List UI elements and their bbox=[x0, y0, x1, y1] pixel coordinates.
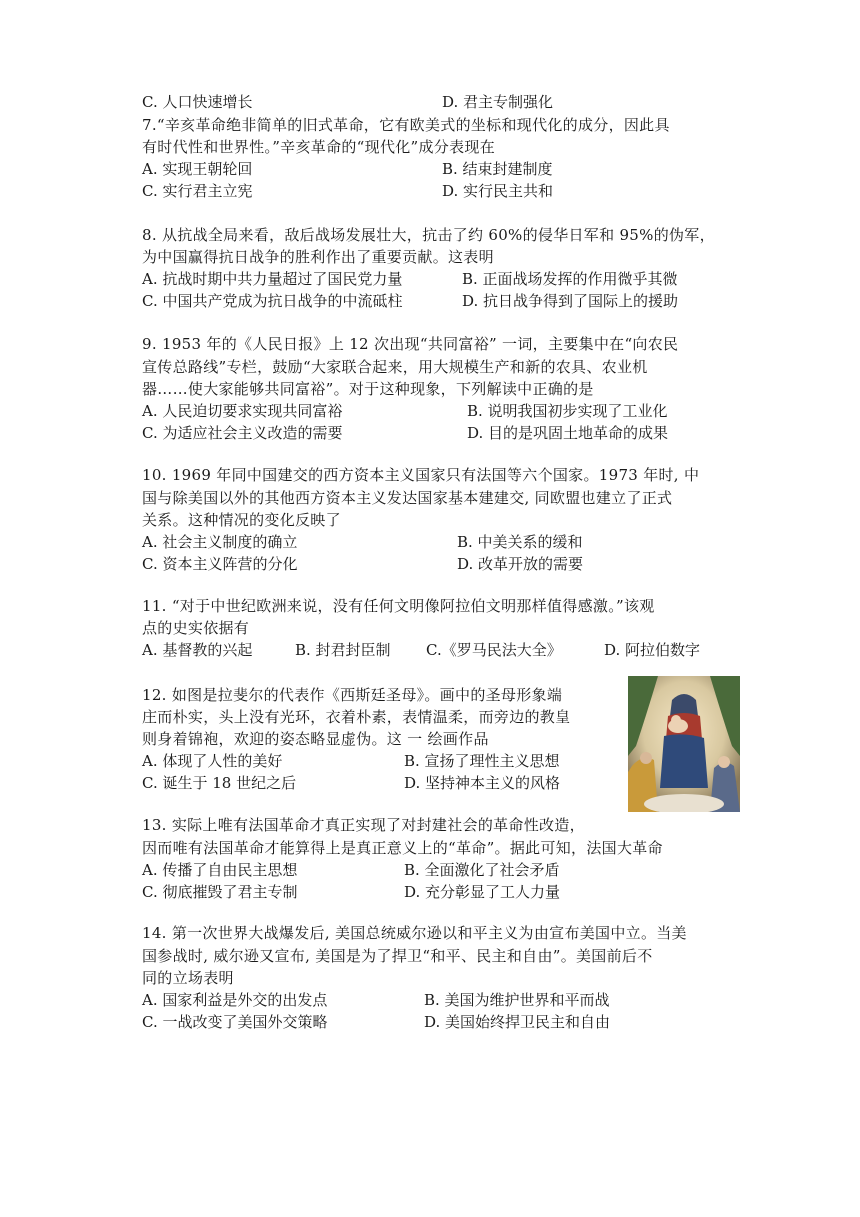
prev-question-options-cd bbox=[142, 91, 742, 113]
q11-option-c: C.《罗马民法大全》 bbox=[426, 641, 562, 659]
q13-options-cd bbox=[142, 881, 742, 903]
q12-stem-line-1: 12. 如图是拉斐尔的代表作《西斯廷圣母》。画中的圣母形象端 bbox=[142, 686, 563, 704]
q12-option-c: C. 诞生于 18 世纪之后 bbox=[142, 774, 297, 792]
q7-stem-line-2: 有时代性和世界性。”辛亥革命的“现代化”成分表现在 bbox=[142, 138, 496, 156]
q12-option-b: B. 宣扬了理性主义思想 bbox=[404, 752, 560, 770]
q7-stem-line-1: 7.“辛亥革命绝非简单的旧式革命，它有欧美式的坐标和现代化的成分，因此具 bbox=[142, 116, 670, 134]
q8-option-d: D. 抗日战争得到了国际上的援助 bbox=[462, 292, 679, 310]
q14-stem-line-2: 国参战时, 威尔逊又宣布, 美国是为了捍卫“和平、民主和自由”。美国前后不 bbox=[142, 947, 653, 965]
q13-stem-line-2: 因而唯有法国革命才能算得上是真正意义上的“革命”。据此可知，法国大革命 bbox=[142, 839, 663, 857]
option-c: C. 人口快速增长 bbox=[142, 93, 253, 111]
q13-option-d: D. 充分彰显了工人力量 bbox=[404, 883, 561, 901]
q11-stem-line-2: 点的史实依据有 bbox=[142, 619, 250, 637]
q13-option-a: A. 传播了自由民主思想 bbox=[142, 861, 298, 879]
q8-option-a: A. 抗战时期中共力量超过了国民党力量 bbox=[142, 270, 403, 288]
q13-option-b: B. 全面激化了社会矛盾 bbox=[404, 861, 560, 879]
q9-option-d: D. 目的是巩固土地革命的成果 bbox=[467, 424, 669, 442]
q12-stem-line-2: 庄而朴实，头上没有光环，衣着朴素，表情温柔，而旁边的教皇 bbox=[142, 708, 571, 726]
q9-option-b: B. 说明我国初步实现了工业化 bbox=[467, 402, 668, 420]
q10-stem-line-2: 国与除美国以外的其他西方资本主义发达国家基本建建交, 同欧盟也建立了正式 bbox=[142, 489, 673, 507]
painting-graphic bbox=[628, 676, 740, 812]
q14-option-b: B. 美国为维护世界和平而战 bbox=[424, 991, 610, 1009]
q8-options-ab bbox=[142, 268, 742, 290]
q10-option-a: A. 社会主义制度的确立 bbox=[142, 533, 298, 551]
option-d: D. 君主专制强化 bbox=[442, 93, 554, 111]
q11-stem-line-1: 11. “对于中世纪欧洲来说，没有任何文明像阿拉伯文明那样值得感激。”该观 bbox=[142, 597, 655, 615]
q9-options-cd bbox=[142, 422, 742, 444]
q10-stem-line-1: 10. 1969 年同中国建交的西方资本主义国家只有法国等六个国家。1973 年时, 中 bbox=[142, 466, 700, 484]
q10-option-b: B. 中美关系的缓和 bbox=[457, 533, 583, 551]
q10-option-d: D. 改革开放的需要 bbox=[457, 555, 584, 573]
q12-option-a: A. 体现了人性的美好 bbox=[142, 752, 283, 770]
q11-options bbox=[142, 639, 742, 661]
q13-stem-line-1: 13. 实际上唯有法国革命才真正实现了对封建社会的革命性改造， bbox=[142, 816, 585, 834]
q7-option-d: D. 实行民主共和 bbox=[442, 182, 554, 200]
q14-stem-line-1: 14. 第一次世界大战爆发后, 美国总统威尔逊以和平主义为由宣布美国中立。当美 bbox=[142, 924, 687, 942]
q7-option-b: B. 结束封建制度 bbox=[442, 160, 553, 178]
q8-stem-line-2: 为中国赢得抗日战争的胜利作出了重要贡献。这表明 bbox=[142, 248, 494, 266]
q8-stem-line-1: 8. 从抗战全局来看，敌后战场发展壮大，抗击了约 60%的侵华日军和 95%的伪军， bbox=[142, 226, 715, 244]
q10-options-cd bbox=[142, 553, 742, 575]
q12-stem-line-3: 则身着锦袍，欢迎的姿态略显虚伪。这 一 绘画作品 bbox=[142, 730, 489, 748]
q13-option-c: C. 彻底摧毁了君主专制 bbox=[142, 883, 298, 901]
q7-options-cd bbox=[142, 180, 742, 202]
q7-option-a: A. 实现王朝轮回 bbox=[142, 160, 253, 178]
q11-option-b: B. 封君封臣制 bbox=[295, 641, 391, 659]
q10-options-ab bbox=[142, 531, 742, 553]
sistine-madonna-painting bbox=[628, 676, 740, 812]
q9-options-ab bbox=[142, 400, 742, 422]
q13-options-ab bbox=[142, 859, 742, 881]
q9-option-c: C. 为适应社会主义改造的需要 bbox=[142, 424, 343, 442]
q14-option-d: D. 美国始终捍卫民主和自由 bbox=[424, 1013, 611, 1031]
q12-option-d: D. 坚持神本主义的风格 bbox=[404, 774, 561, 792]
q9-option-a: A. 人民迫切要求实现共同富裕 bbox=[142, 402, 343, 420]
q7-options-ab bbox=[142, 158, 742, 180]
q9-stem-line-2: 宣传总路线”专栏，鼓励“大家联合起来，用大规模生产和新的农具、农业机 bbox=[142, 358, 648, 376]
q7-option-c: C. 实行君主立宪 bbox=[142, 182, 253, 200]
q14-option-a: A. 国家利益是外交的出发点 bbox=[142, 991, 328, 1009]
q14-stem-line-3: 同的立场表明 bbox=[142, 969, 234, 987]
q8-option-b: B. 正面战场发挥的作用微乎其微 bbox=[462, 270, 678, 288]
q11-option-a: A. 基督教的兴起 bbox=[142, 641, 253, 659]
q10-stem-line-3: 关系。这种情况的变化反映了 bbox=[142, 511, 341, 529]
q14-option-c: C. 一战改变了美国外交策略 bbox=[142, 1013, 328, 1031]
q14-options-ab bbox=[142, 989, 742, 1011]
q9-stem-line-3: 器……使大家能够共同富裕”。对于这种现象，下列解读中正确的是 bbox=[142, 380, 594, 398]
q10-option-c: C. 资本主义阵营的分化 bbox=[142, 555, 298, 573]
q11-option-d: D. 阿拉伯数字 bbox=[604, 641, 701, 659]
q9-stem-line-1: 9. 1953 年的《人民日报》上 12 次出现“共同富裕” 一词，主要集中在“向农民 bbox=[142, 335, 679, 353]
q8-options-cd bbox=[142, 290, 742, 312]
q8-option-c: C. 中国共产党成为抗日战争的中流砥柱 bbox=[142, 292, 403, 310]
q14-options-cd bbox=[142, 1011, 742, 1033]
